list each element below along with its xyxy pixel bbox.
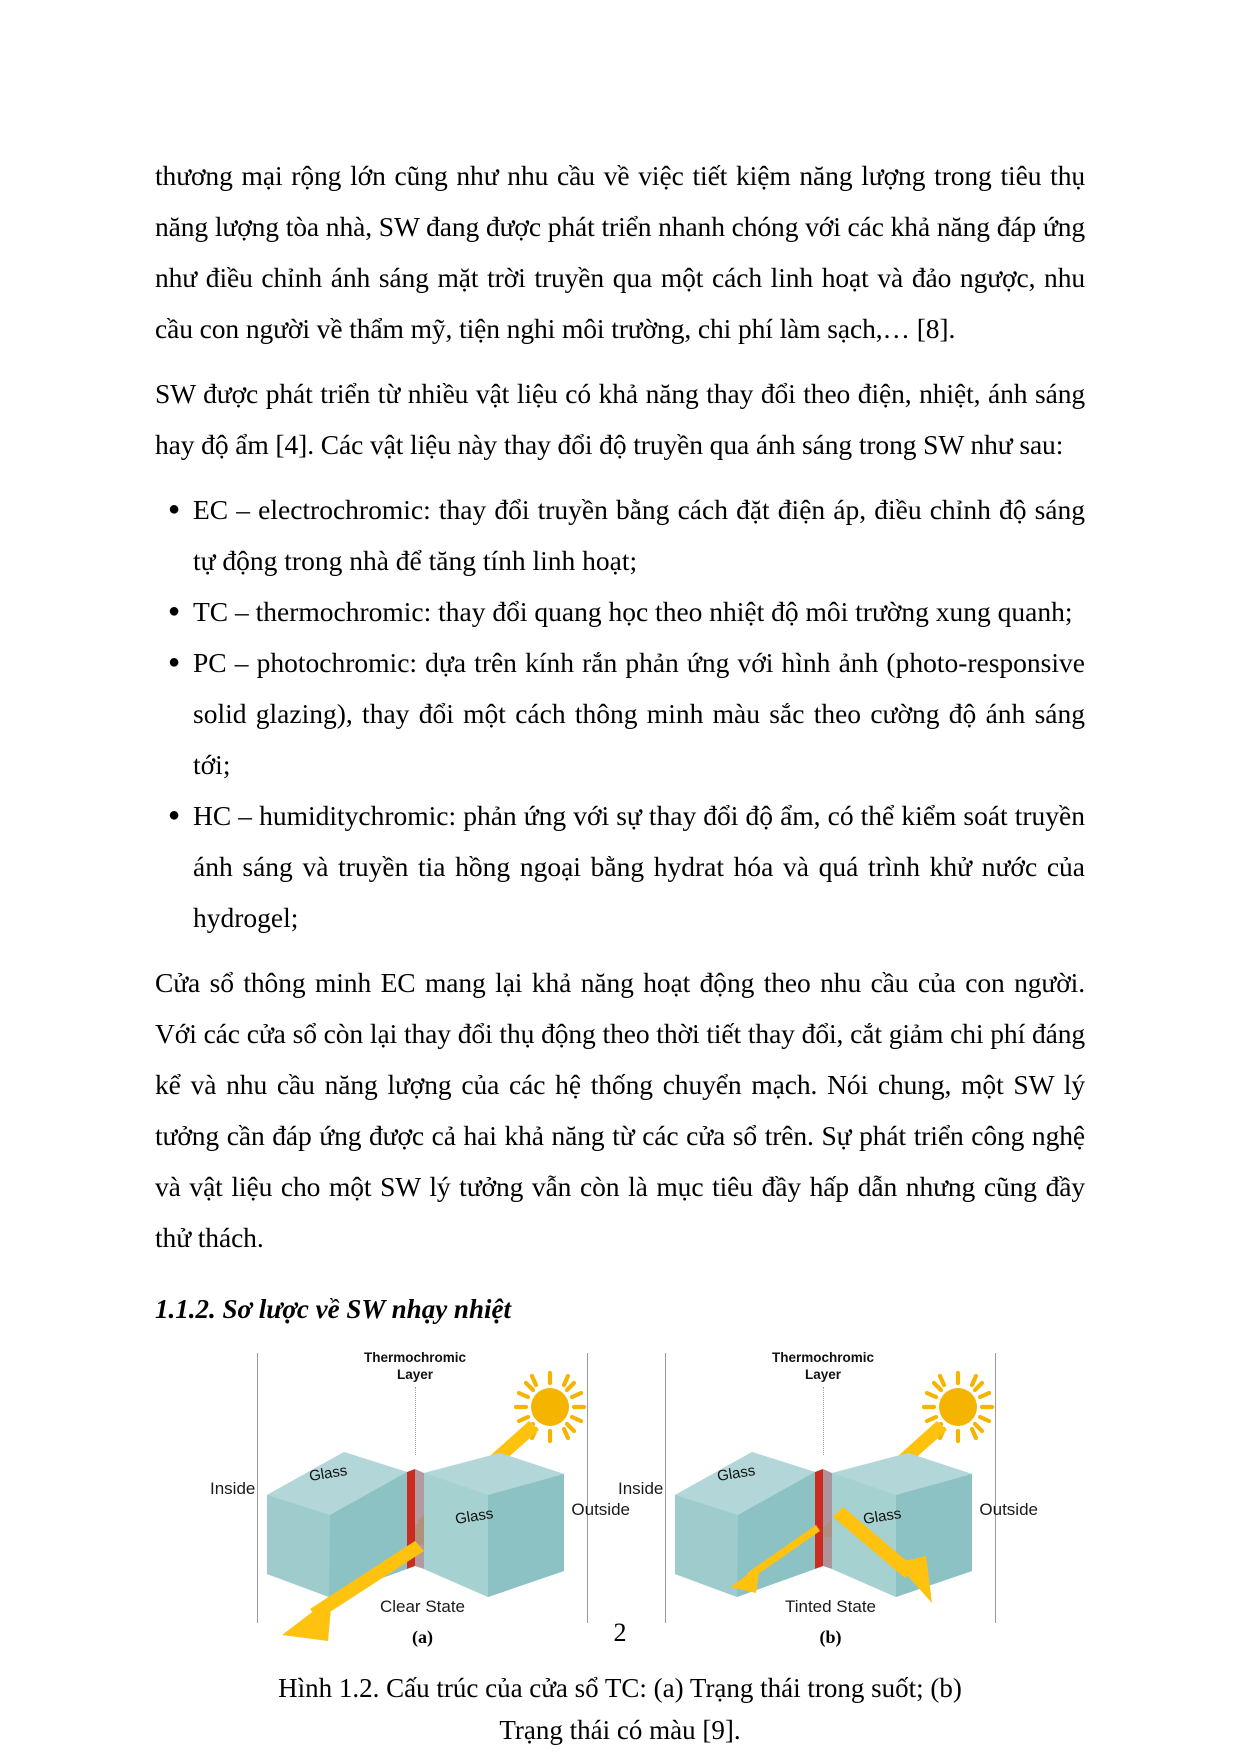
- panel-letter-a: (a): [412, 1627, 433, 1647]
- section-heading-1-1-2: 1.1.2. Sơ lược về SW nhạy nhiệt: [155, 1294, 511, 1324]
- tc-label-line1: Thermochromic: [363, 1350, 467, 1365]
- list-item-text: HC – humiditychromic: phản ứng với sự thay đổi độ ẩm, có thể kiểm soát truyền ánh sáng và truyền tia hồng ngoại bằng hydrat hóa và quá trình khử nước của hydrogel;: [193, 800, 1085, 933]
- figure-1-2: [155, 1345, 1085, 1751]
- bullet-marker-icon: ●: [167, 498, 181, 520]
- page-content: [155, 150, 1085, 1751]
- bullet-marker-icon: ●: [167, 600, 181, 622]
- list-item: [155, 790, 1085, 943]
- figure-caption-line-1: Hình 1.2. Cấu trúc của cửa sổ TC: (a) Trạng thái trong suốt; (b): [278, 1673, 962, 1703]
- tc-label-line2: Layer: [396, 1367, 434, 1382]
- list-item: [155, 637, 1085, 790]
- list-item: [155, 586, 1085, 637]
- inside-label-a: Inside: [210, 1479, 256, 1498]
- glass-label-back-a: Glass: [307, 1462, 349, 1485]
- paragraph-1: thương mại rộng lớn cũng như nhu cầu về việc tiết kiệm năng lượng trong tiêu thụ năng lượng tòa nhà, SW đang được phát triển nhanh chóng với các khả năng đáp ứng như điều chỉnh ánh sáng mặt trời truyền qua một cách linh hoạt và đảo ngược, nhu cầu con người về thẩm mỹ, tiện nghi môi trường, chi phí làm sạch,… [8].: [155, 160, 1085, 344]
- glass-slab-front-a: [424, 1453, 564, 1597]
- thermochromic-layer-b: [815, 1469, 832, 1569]
- glass-label-front-a: Glass: [453, 1505, 495, 1528]
- paragraph-2: SW được phát triển từ nhiều vật liệu có khả năng thay đổi theo điện, nhiệt, ánh sáng hay độ ẩm [4]. Các vật liệu này thay đổi độ truyền qua ánh sáng trong SW như sau:: [155, 378, 1085, 460]
- bullet-marker-icon: ●: [167, 651, 181, 673]
- paragraph-3: Cửa sổ thông minh EC mang lại khả năng hoạt động theo nhu cầu của con người. Với các cửa sổ còn lại thay đổi thụ động theo thời tiết thay đổi, cắt giảm chi phí đáng kể và nhu cầu năng lượng của các hệ thống chuyển mạch. Nói chung, một SW lý tưởng cần đáp ứng được cả hai khả năng từ các cửa sổ trên. Sự phát triển công nghệ và vật liệu cho một SW lý tưởng vẫn còn là mục tiêu đầy hấp dẫn nhưng cũng đầy thử thách.: [155, 967, 1085, 1253]
- tc-label-line2: Layer: [804, 1367, 842, 1382]
- bullet-marker-icon: ●: [167, 804, 181, 826]
- figure-panel-a: [210, 1345, 630, 1657]
- list-item-text: PC – photochromic: dựa trên kính rắn phản ứng với hình ảnh (photo-responsive solid glazing), thay đổi một cách thông minh màu sắc theo cường độ ánh sáng tới;: [193, 647, 1085, 780]
- glass-label-back-b: Glass: [715, 1462, 757, 1485]
- tc-label-line1: Thermochromic: [771, 1350, 875, 1365]
- glass-label-front-b: Glass: [861, 1505, 903, 1528]
- list-item-text: EC – electrochromic: thay đổi truyền bằng cách đặt điện áp, điều chỉnh độ sáng tự động trong nhà để tăng tính linh hoạt;: [193, 494, 1085, 576]
- list-item: [155, 484, 1085, 586]
- list-item-text: TC – thermochromic: thay đổi quang học theo nhiệt độ môi trường xung quanh;: [193, 596, 1073, 627]
- panel-letter-b: (b): [819, 1627, 842, 1647]
- inside-label-b: Inside: [618, 1479, 664, 1498]
- outside-label-a: Outside: [571, 1500, 630, 1519]
- figure-panel-b: [618, 1345, 1038, 1657]
- outside-label-b: Outside: [979, 1500, 1038, 1519]
- state-label-a: Clear State: [379, 1597, 466, 1616]
- state-label-b: Tinted State: [784, 1597, 877, 1616]
- figure-image: [210, 1345, 1038, 1657]
- figure-caption: [260, 1667, 980, 1751]
- page-number: 2: [613, 1618, 627, 1647]
- figure-caption-line-2: Trạng thái có màu [9].: [499, 1715, 741, 1745]
